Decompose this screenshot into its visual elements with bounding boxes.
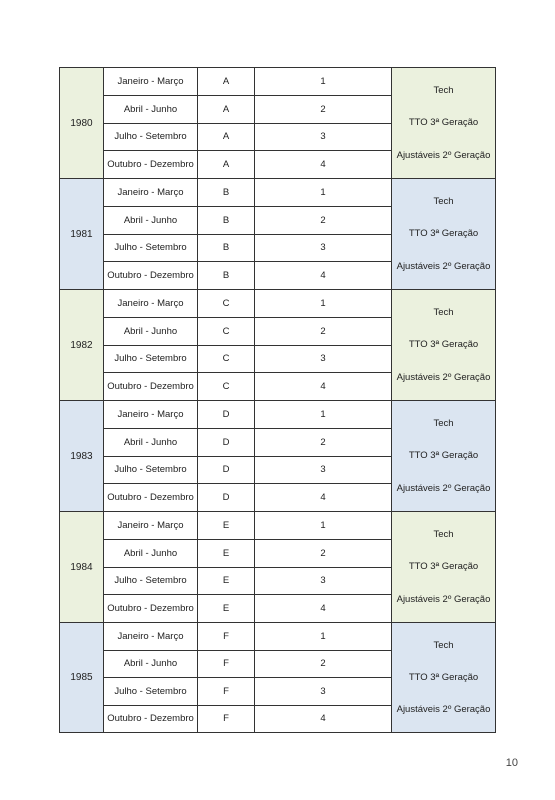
notes-cell — [392, 623, 495, 732]
note-ajustaveis: Ajustáveis 2º Geração — [396, 261, 491, 273]
year-cell: 1980 — [60, 68, 104, 178]
letter-cell: B — [198, 207, 255, 234]
letter-cell: A — [198, 151, 255, 178]
notes-cell — [392, 68, 495, 178]
period-cell: Julho - Setembro — [104, 235, 198, 262]
note-ajustaveis: Ajustáveis 2º Geração — [396, 483, 491, 495]
note-ajustaveis: Ajustáveis 2º Geração — [396, 704, 491, 716]
letter-cell: D — [198, 484, 255, 511]
period-cell: Julho - Setembro — [104, 457, 198, 484]
number-cell: 4 — [320, 492, 326, 504]
note-tto: TTO 3ª Geração — [408, 450, 479, 462]
period-cell: Abril - Junho — [104, 651, 198, 678]
letter-cell: F — [198, 706, 255, 733]
number-cell: 4 — [320, 159, 326, 171]
number-cell: 4 — [320, 381, 326, 393]
year-block — [59, 400, 496, 511]
note-tech: Tech — [433, 528, 454, 540]
period-cell: Janeiro - Março — [104, 68, 198, 95]
period-cell: Julho - Setembro — [104, 678, 198, 705]
period-cell: Janeiro - Março — [104, 623, 198, 650]
letter-cell: E — [198, 595, 255, 622]
letter-cell: D — [198, 457, 255, 484]
notes-cell — [392, 179, 495, 289]
letter-cell: E — [198, 568, 255, 595]
number-cell: 2 — [320, 547, 326, 559]
letter-cell: D — [198, 429, 255, 456]
letter-cell: A — [198, 68, 255, 95]
year-cell: 1982 — [60, 290, 104, 400]
table-row — [104, 346, 391, 374]
letter-cell: B — [198, 235, 255, 262]
period-cell: Abril - Junho — [104, 540, 198, 567]
letter-cell: F — [198, 623, 255, 650]
period-cell: Julho - Setembro — [104, 568, 198, 595]
note-ajustaveis: Ajustáveis 2º Geração — [396, 150, 491, 162]
note-tech: Tech — [433, 639, 454, 651]
period-cell: Abril - Junho — [104, 429, 198, 456]
table-row — [104, 318, 391, 346]
note-tto: TTO 3ª Geração — [408, 671, 479, 683]
period-cell: Julho - Setembro — [104, 124, 198, 151]
table-row — [104, 623, 391, 651]
number-cell: 3 — [320, 242, 326, 254]
number-cell: 4 — [320, 713, 326, 725]
number-cell: 3 — [320, 131, 326, 143]
note-tto: TTO 3ª Geração — [408, 339, 479, 351]
period-cell: Outubro - Dezembro — [104, 151, 198, 178]
letter-cell: D — [198, 401, 255, 428]
number-cell: 3 — [320, 353, 326, 365]
note-tto: TTO 3ª Geração — [408, 561, 479, 573]
table-row — [104, 235, 391, 263]
letter-cell: B — [198, 179, 255, 206]
number-cell: 2 — [320, 214, 326, 226]
table-row — [104, 457, 391, 485]
period-cell: Abril - Junho — [104, 207, 198, 234]
table-row — [104, 595, 391, 622]
letter-cell: B — [198, 262, 255, 289]
period-cell: Janeiro - Março — [104, 512, 198, 539]
number-cell: 2 — [320, 325, 326, 337]
year-cell: 1984 — [60, 512, 104, 622]
note-tech: Tech — [433, 84, 454, 96]
table-row — [104, 568, 391, 596]
number-cell: 3 — [320, 685, 326, 697]
table-row — [104, 429, 391, 457]
note-tto: TTO 3ª Geração — [408, 228, 479, 240]
notes-cell — [392, 512, 495, 622]
period-cell: Outubro - Dezembro — [104, 373, 198, 400]
period-cell: Janeiro - Março — [104, 179, 198, 206]
table-row — [104, 207, 391, 235]
year-block — [59, 622, 496, 733]
number-cell: 2 — [320, 103, 326, 115]
table-row — [104, 373, 391, 400]
letter-cell: C — [198, 373, 255, 400]
note-tto: TTO 3ª Geração — [408, 117, 479, 129]
letter-cell: A — [198, 124, 255, 151]
letter-cell: E — [198, 540, 255, 567]
year-block — [59, 178, 496, 289]
table-row — [104, 96, 391, 124]
table-row — [104, 68, 391, 96]
note-tech: Tech — [433, 306, 454, 318]
table-row — [104, 540, 391, 568]
period-cell: Outubro - Dezembro — [104, 706, 198, 733]
letter-cell: A — [198, 96, 255, 123]
notes-cell — [392, 401, 495, 511]
table-row — [104, 706, 391, 733]
letter-cell: C — [198, 318, 255, 345]
year-block — [59, 511, 496, 622]
table-row — [104, 151, 391, 178]
table-row — [104, 678, 391, 706]
number-cell: 1 — [320, 186, 326, 198]
year-block — [59, 67, 496, 178]
letter-cell: F — [198, 678, 255, 705]
number-cell: 4 — [320, 270, 326, 282]
number-cell: 1 — [320, 408, 326, 420]
table-row — [104, 179, 391, 207]
period-cell: Julho - Setembro — [104, 346, 198, 373]
table-row — [104, 401, 391, 429]
year-block — [59, 289, 496, 400]
table-row — [104, 290, 391, 318]
letter-cell: E — [198, 512, 255, 539]
period-cell: Outubro - Dezembro — [104, 484, 198, 511]
letter-cell: C — [198, 290, 255, 317]
period-cell: Outubro - Dezembro — [104, 262, 198, 289]
note-ajustaveis: Ajustáveis 2º Geração — [396, 372, 491, 384]
number-cell: 3 — [320, 464, 326, 476]
number-cell: 1 — [320, 297, 326, 309]
number-cell: 1 — [320, 75, 326, 87]
number-cell: 1 — [320, 630, 326, 642]
note-tech: Tech — [433, 195, 454, 207]
table-row — [104, 124, 391, 152]
letter-cell: C — [198, 346, 255, 373]
number-cell: 4 — [320, 603, 326, 615]
table-row — [104, 262, 391, 289]
table-row — [104, 651, 391, 679]
table-row — [104, 512, 391, 540]
note-ajustaveis: Ajustáveis 2º Geração — [396, 594, 491, 606]
number-cell: 1 — [320, 519, 326, 531]
note-tech: Tech — [433, 417, 454, 429]
period-cell: Janeiro - Março — [104, 401, 198, 428]
number-cell: 3 — [320, 575, 326, 587]
schedule-table — [59, 67, 496, 733]
period-cell: Janeiro - Março — [104, 290, 198, 317]
year-cell: 1983 — [60, 401, 104, 511]
page-number: 10 — [505, 757, 518, 769]
number-cell: 2 — [320, 658, 326, 670]
period-cell: Abril - Junho — [104, 96, 198, 123]
number-cell: 2 — [320, 436, 326, 448]
letter-cell: F — [198, 651, 255, 678]
table-row — [104, 484, 391, 511]
notes-cell — [392, 290, 495, 400]
year-cell: 1985 — [60, 623, 104, 732]
period-cell: Abril - Junho — [104, 318, 198, 345]
year-cell: 1981 — [60, 179, 104, 289]
period-cell: Outubro - Dezembro — [104, 595, 198, 622]
